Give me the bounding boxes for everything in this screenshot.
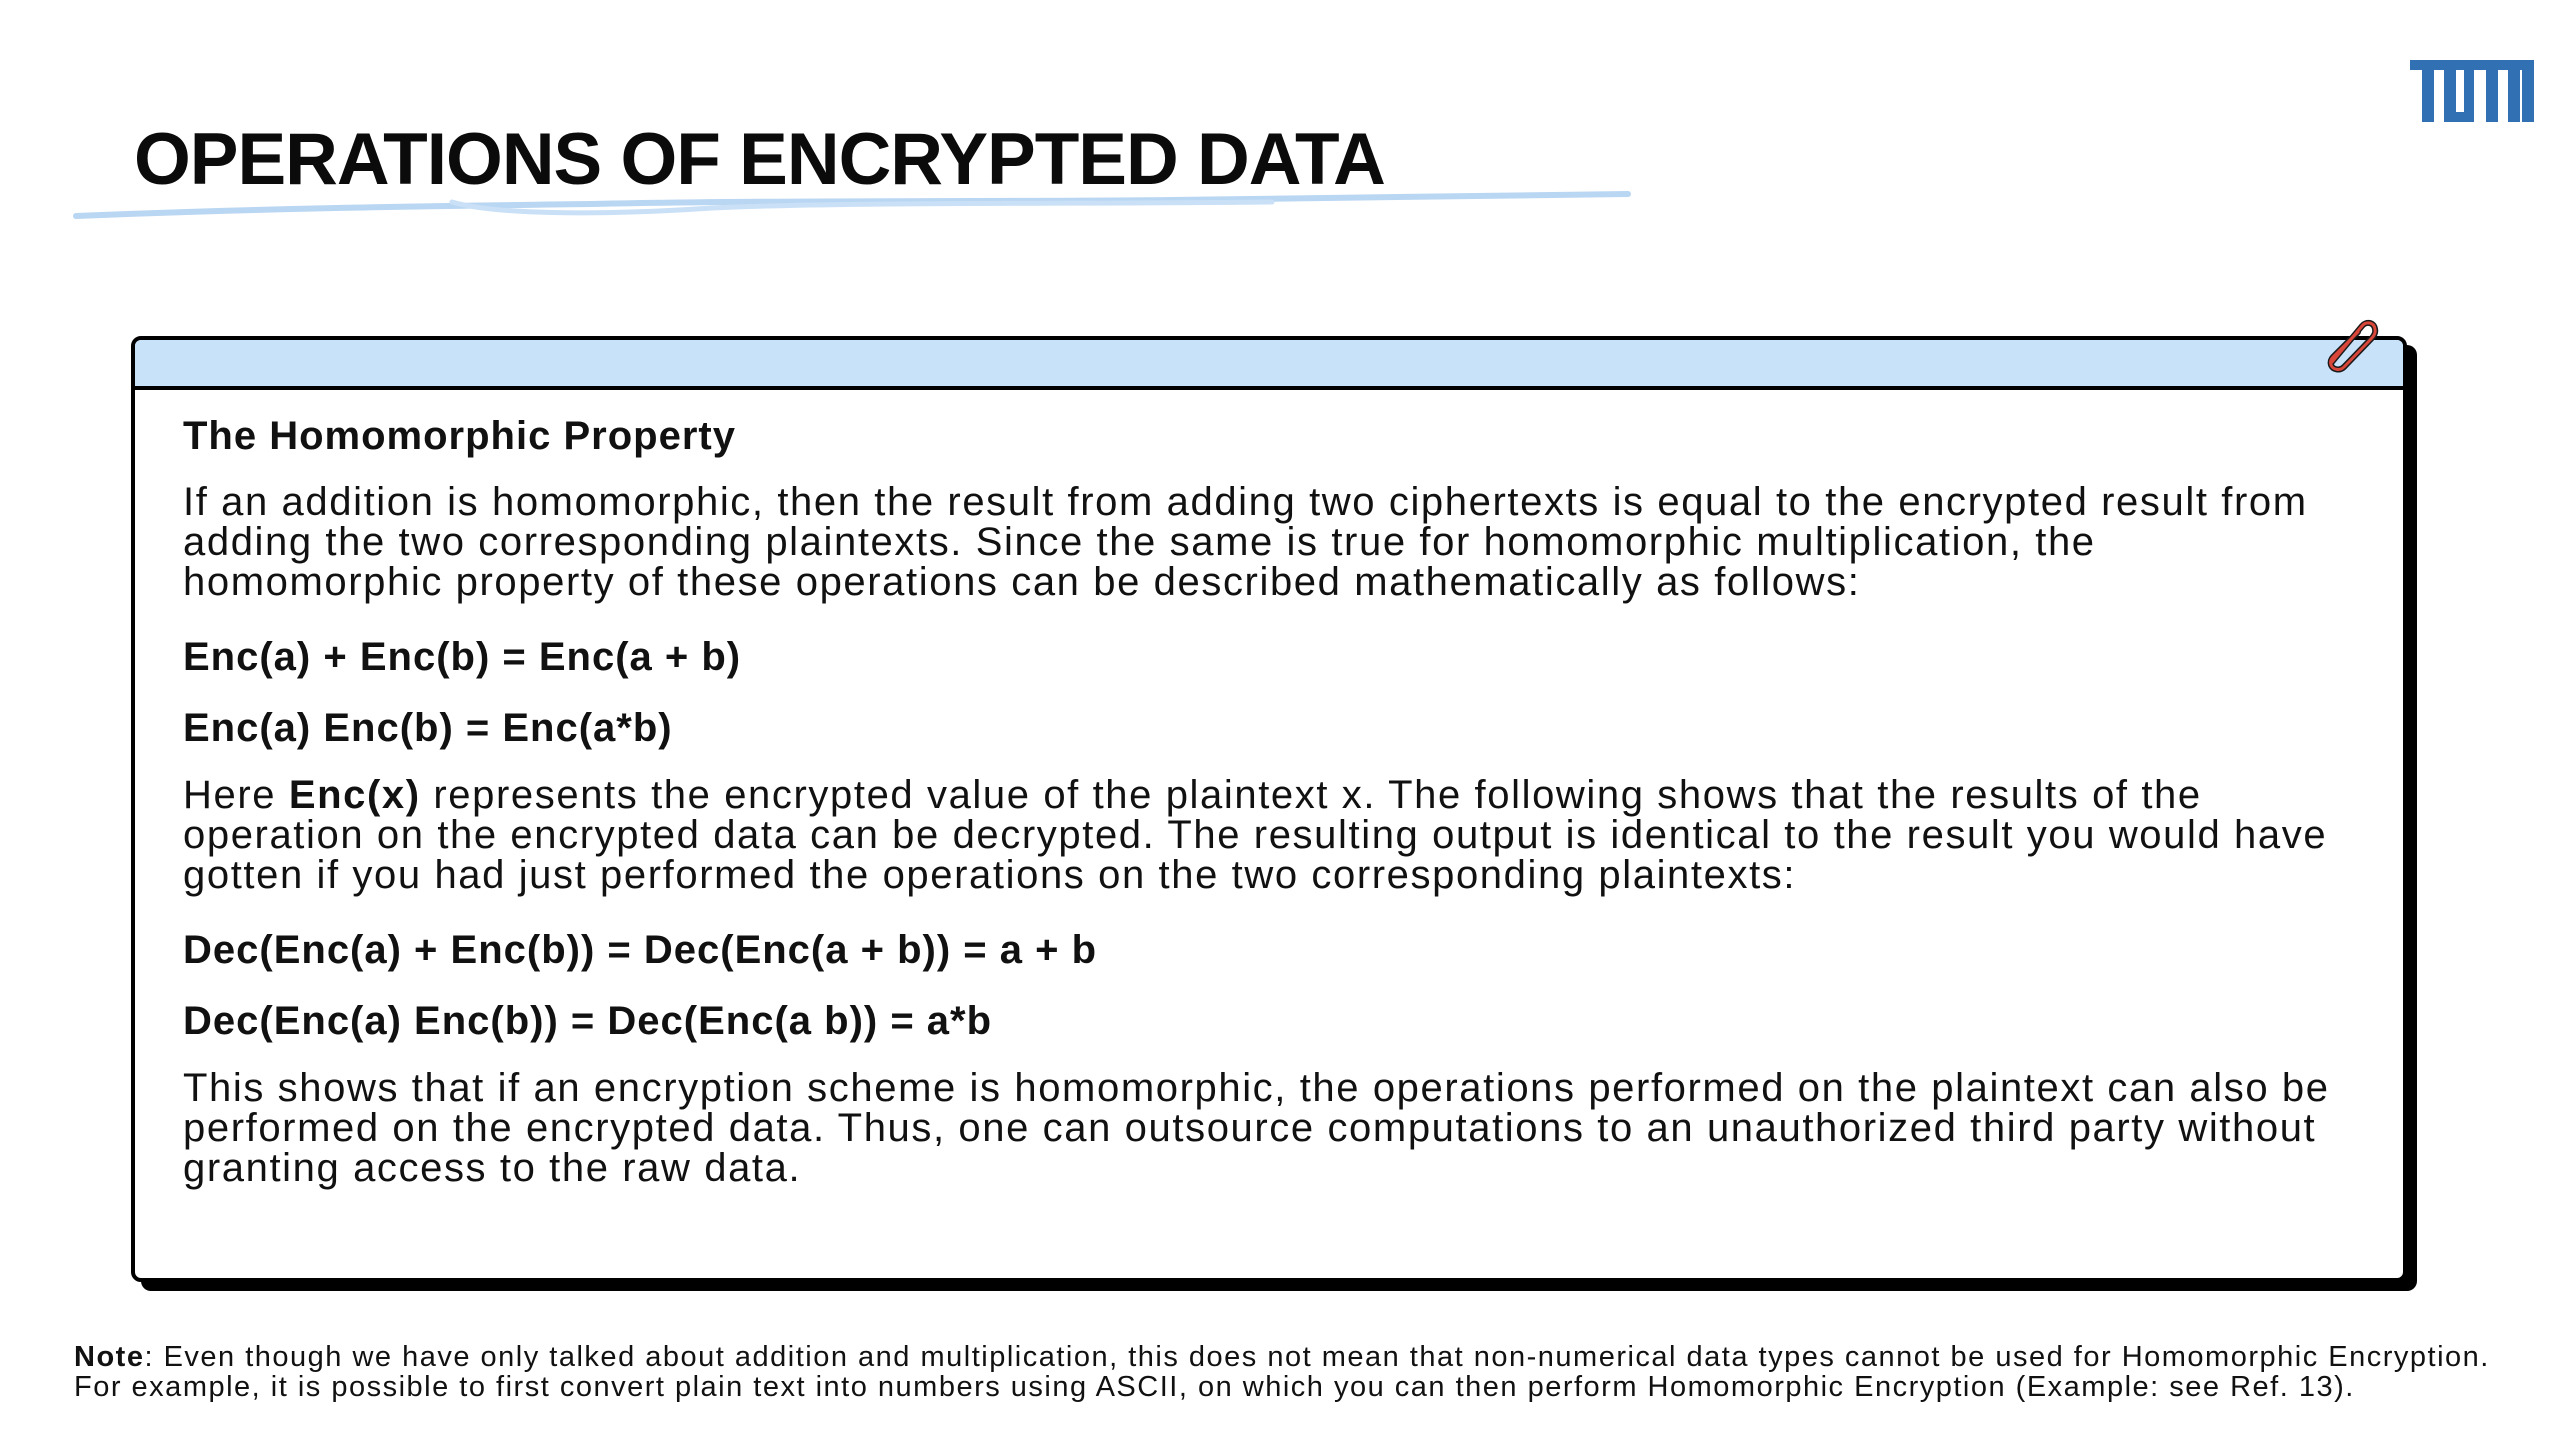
- explanation-prefix: Here: [183, 773, 289, 817]
- paperclip-icon: [2318, 312, 2382, 376]
- explanation-paragraph: [183, 775, 2363, 895]
- tum-logo: [2410, 60, 2534, 122]
- explanation-rest: represents the encrypted value of the plaintext x. The following shows that the results of the operation on the encrypted data can be decrypted. The resulting output is identical to the result you would have gotten if you had just performed the operations on the two corresponding plaintexts:: [183, 773, 2328, 897]
- formula-decrypt-multiplication: Dec(Enc(a) Enc(b)) = Dec(Enc(a b)) = a*b: [183, 999, 993, 1043]
- footnote-label: Note: [74, 1341, 145, 1373]
- formula-addition: Enc(a) + Enc(b) = Enc(a + b): [183, 635, 742, 679]
- title-area: [72, 118, 1632, 228]
- page-title: OPERATIONS OF ENCRYPTED DATA: [134, 119, 1385, 200]
- content-box: [131, 336, 2407, 1282]
- box-content: [183, 412, 2363, 1219]
- footnote: [74, 1342, 2504, 1402]
- explanation-bold-term: Enc(x): [288, 773, 421, 817]
- footnote-text: : Even though we have only talked about addition and multiplication, this does not mean that non-numerical data types cannot be used for Homomorphic Encryption. For example, it is possible to first convert plain text into numbers using ASCII, on which you can then perform Homomorphic Encryption (Example: see Ref. 13).: [74, 1341, 2490, 1403]
- formula-multiplication: Enc(a) Enc(b) = Enc(a*b): [183, 706, 673, 750]
- box-header-bar: [135, 340, 2403, 390]
- conclusion-paragraph: This shows that if an encryption scheme is homomorphic, the operations performed on the plaintext can also be performed on the encrypted data. Thus, one can outsource computations to an unauthorized third party without granting access to the raw data.: [183, 1066, 2330, 1190]
- formula-decrypt-addition: Dec(Enc(a) + Enc(b)) = Dec(Enc(a + b)) = a + b: [183, 928, 1098, 972]
- section-heading: The Homomorphic Property: [183, 414, 736, 458]
- intro-paragraph: If an addition is homomorphic, then the result from adding two ciphertexts is equal to the encrypted result from adding the two corresponding plaintexts. Since the same is true for homomorphic multiplication, the homomorphic property of these operations can be described mathematically as follows:: [183, 480, 2308, 604]
